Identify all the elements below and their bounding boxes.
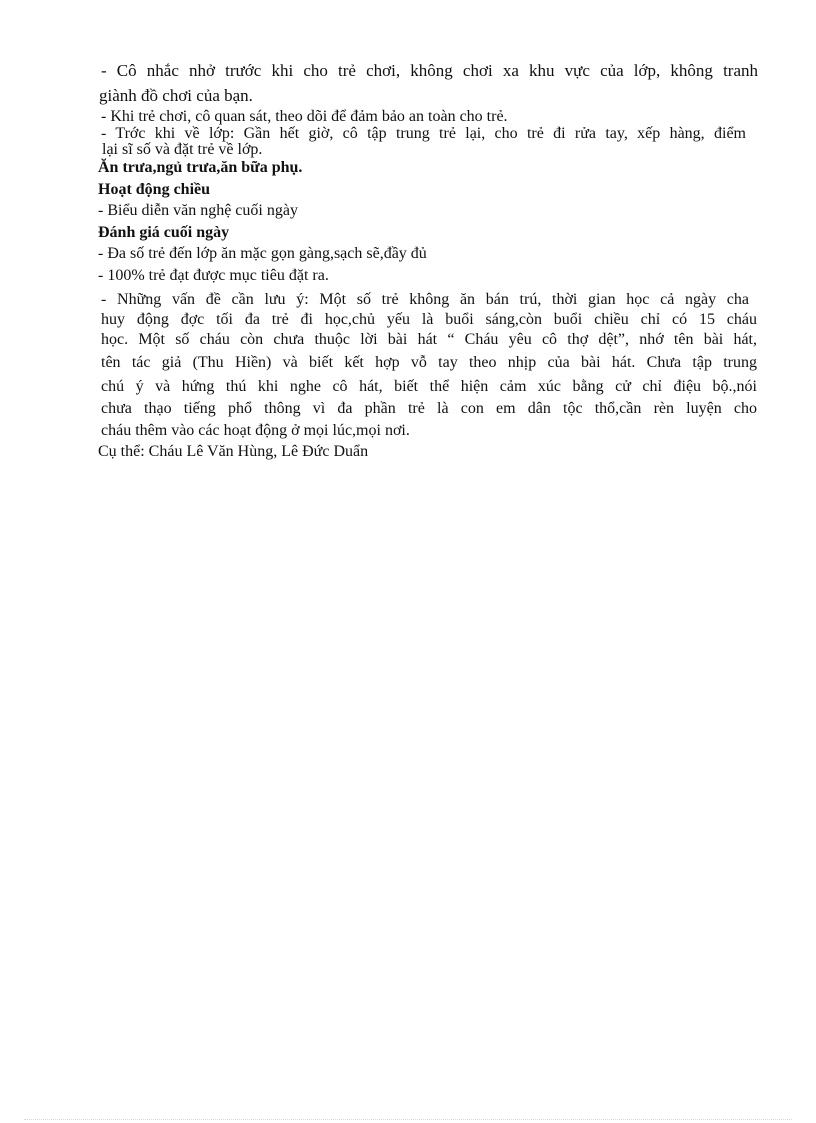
paragraph-notes-line-5: chú ý và hứng thú khi nghe cô hát, biết thể hiện cảm xúc bằng cử chỉ điệu bộ.,nói [101, 378, 757, 395]
heading-afternoon-activity: Hoạt động chiều [98, 181, 211, 198]
heading-end-of-day-evaluation: Đánh giá cuối ngày [98, 224, 230, 241]
paragraph-target-achieved: - 100% trẻ đạt được mục tiêu đặt ra. [98, 267, 329, 284]
paragraph-observe: - Khi trẻ chơi, cô quan sát, theo dõi để đảm bảo an toàn cho trẻ. [101, 108, 508, 125]
heading-lunch: Ăn trưa,ngủ trưa,ăn bữa phụ. [98, 159, 303, 176]
paragraph-notes-line-3: học. Một số cháu còn chưa thuộc lời bài hát “ Cháu yêu cô thợ dệt”, nhớ tên bài hát, [101, 331, 757, 348]
paragraph-reminder-line-1: - Cô nhắc nhở trước khi cho trẻ chơi, không chơi xa khu vực của lớp, không tranh [101, 61, 758, 80]
paragraph-notes-line-7: cháu thêm vào các hoạt động ở mọi lúc,mọi nơi. [101, 422, 410, 439]
paragraph-return-line-1: - Trớc khi về lớp: Gần hết giờ, cô tập trung trẻ lại, cho trẻ đi rửa tay, xếp hàng, điểm [101, 125, 746, 142]
paragraph-performance: - Biểu diễn văn nghệ cuối ngày [98, 202, 298, 219]
paragraph-notes-line-1: - Những vấn đề cần lưu ý: Một số trẻ không ăn bán trú, thời gian học cả ngày cha [101, 291, 749, 308]
paragraph-notes-line-4: tên tác giả (Thu Hiền) và biết kết hợp vỗ tay theo nhịp của bài hát. Chưa tập trung [101, 354, 757, 371]
paragraph-notes-line-2: huy động đợc tối đa trẻ đi học,chủ yếu là buổi sáng,còn buổi chiều chỉ có 15 cháu [101, 311, 757, 328]
paragraph-notes-line-6: chưa thạo tiếng phổ thông vì đa phần trẻ là con em dân tộc thổ,cần rèn luyện cho [101, 400, 757, 417]
page-bottom-border [24, 1119, 792, 1120]
paragraph-attendance: - Đa số trẻ đến lớp ăn mặc gọn gàng,sạch sẽ,đầy đủ [98, 245, 427, 262]
paragraph-specific-children: Cụ thể: Cháu Lê Văn Hùng, Lê Đức Duẩn [98, 443, 369, 460]
paragraph-reminder-line-2: giành đồ chơi của bạn. [99, 86, 253, 105]
paragraph-return-line-2: lại sĩ số và đặt trẻ về lớp. [102, 141, 263, 158]
